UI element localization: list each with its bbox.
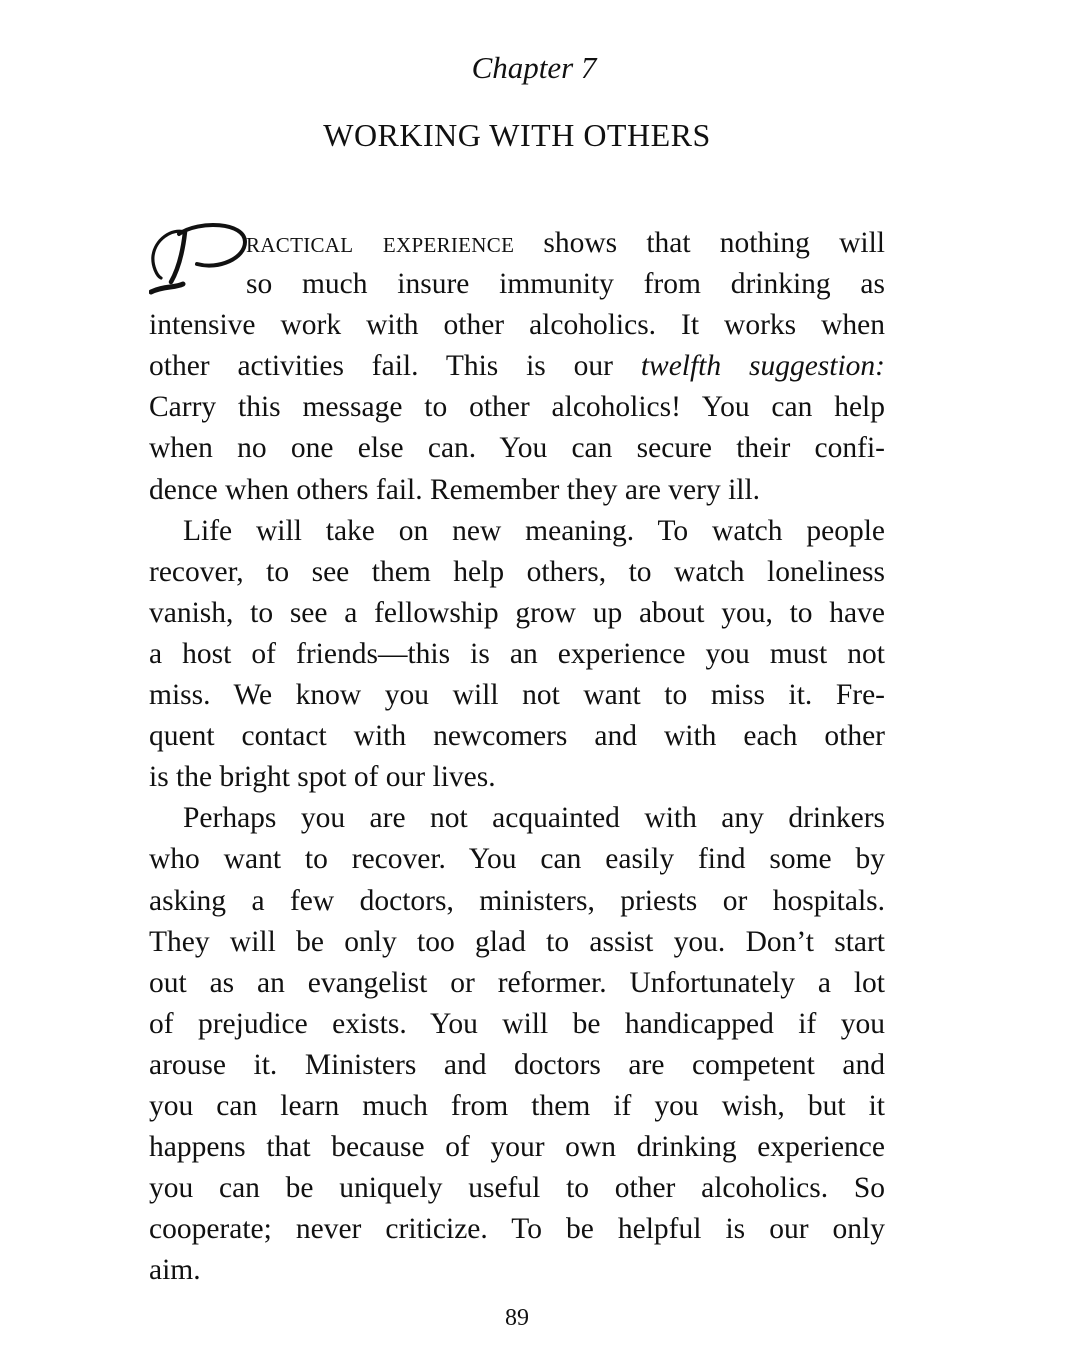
- paragraph-3: [149, 798, 885, 1291]
- text-line: arouse it. Ministers and doctors are competent and: [149, 1048, 885, 1081]
- text-line: of prejudice exists. You will be handicapped if you: [149, 1007, 885, 1040]
- page-number: 89: [505, 1305, 529, 1331]
- text-segment: other activities fail. This is our: [149, 350, 641, 383]
- text-line: intensive work with other alcoholics. It works when: [149, 309, 885, 342]
- text-line: recover, to see them help others, to watch loneliness: [149, 555, 885, 588]
- text-line: [246, 223, 885, 264]
- paragraph-2: [149, 511, 885, 799]
- text-line: Life will take on new meaning. To watch people: [183, 514, 885, 547]
- emphasis-text: twelfth suggestion:: [640, 350, 886, 383]
- text-line: miss. We know you will not want to miss it. Fre-: [149, 679, 885, 712]
- text-line: Carry this message to other alcoholics! You can help: [149, 391, 885, 424]
- opening-small-caps: ractical experience: [246, 227, 515, 259]
- text-line: aim.: [149, 1254, 201, 1287]
- text-line: quent contact with newcomers and with each other: [149, 720, 885, 753]
- paragraph-1: [149, 223, 885, 511]
- text-line: a host of friends—this is an experience you must not: [149, 637, 885, 670]
- text-line: dence when others fail. Remember they are very ill.: [149, 473, 761, 506]
- text-line: [149, 346, 885, 387]
- text-line: who want to recover. You can easily find some by: [149, 843, 885, 876]
- text-line: you can be uniquely useful to other alcoholics. So: [149, 1172, 885, 1205]
- text-segment: shows that nothing will: [514, 227, 885, 259]
- chapter-title: WORKING WITH OTHERS: [323, 117, 711, 153]
- text-line: happens that because of your own drinking experience: [149, 1131, 885, 1164]
- text-line: They will be only too glad to assist you. Don’t start: [149, 925, 885, 958]
- text-line: you can learn much from them if you wish, but it: [149, 1089, 885, 1122]
- text-line: when no one else can. You can secure their confi-: [149, 432, 885, 465]
- text-line: Perhaps you are not acquainted with any drinkers: [183, 802, 885, 835]
- text-line: so much insure immunity from drinking as: [246, 268, 885, 301]
- text-line: asking a few doctors, ministers, priests or hospitals.: [149, 884, 885, 917]
- body-text: [149, 223, 885, 1291]
- text-line: is the bright spot of our lives.: [149, 761, 496, 794]
- text-line: out as an evangelist or reformer. Unfortunately a lot: [149, 966, 885, 999]
- text-line: vanish, to see a fellowship grow up about you, to have: [149, 596, 885, 629]
- chapter-number: Chapter 7: [471, 50, 597, 85]
- text-line: cooperate; never criticize. To be helpful is our only: [149, 1213, 885, 1246]
